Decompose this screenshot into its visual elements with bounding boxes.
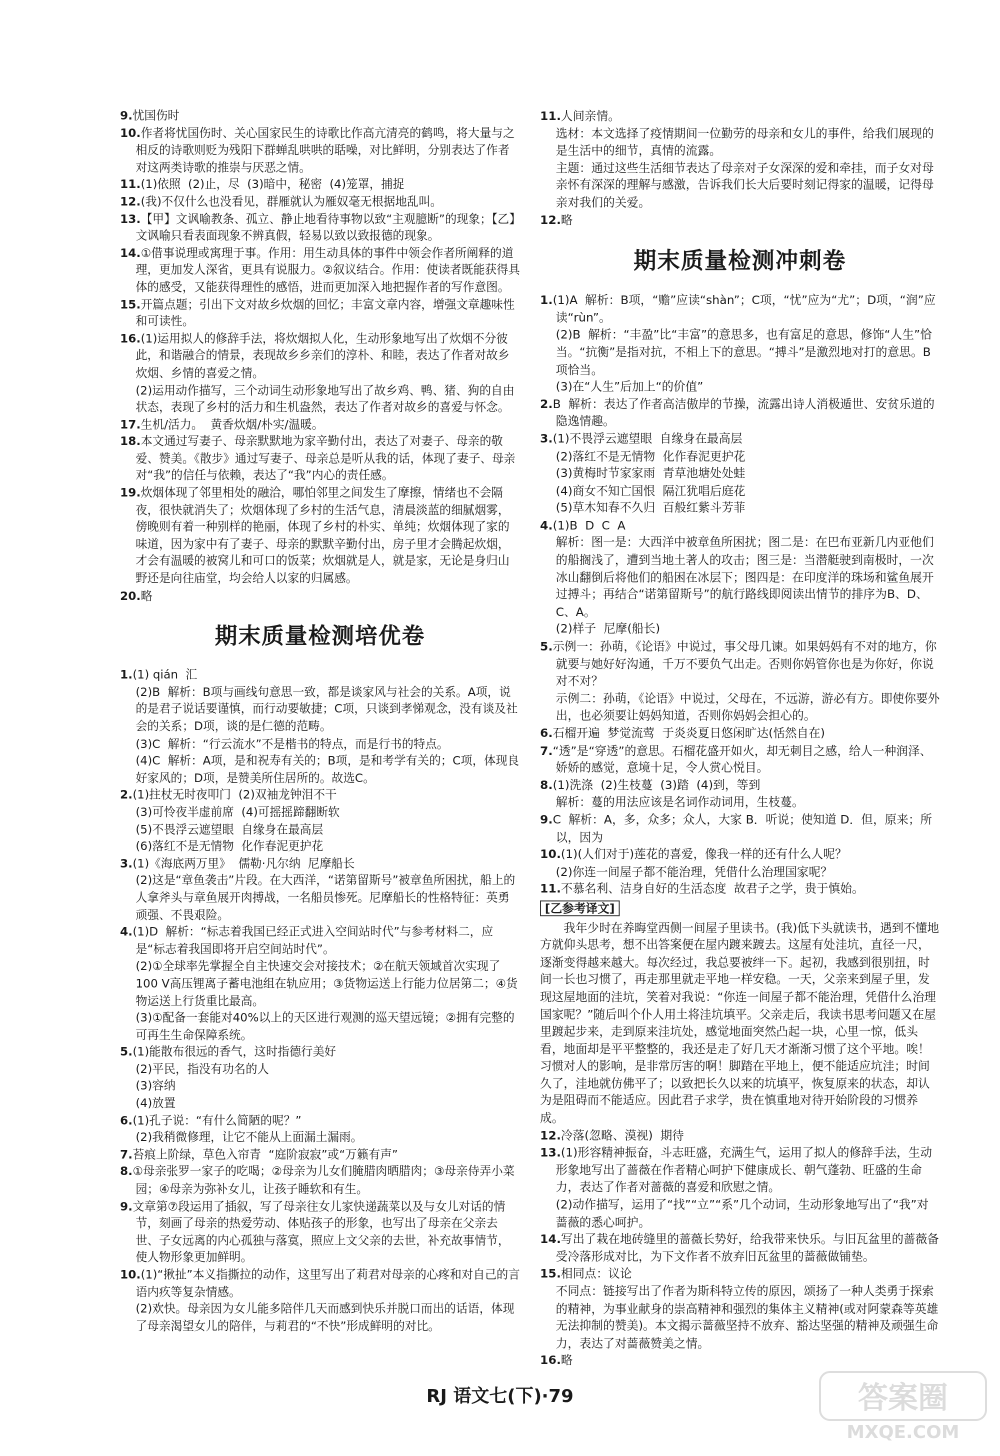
answer-subitem: (3)在“人生”后加上“的价值” — [555, 379, 704, 394]
answer-list — [120, 667, 520, 1335]
answer-number: 11. — [120, 177, 141, 192]
answer-number: 11. — [540, 108, 561, 123]
answer-item — [540, 1127, 940, 1144]
answer-number: 4. — [120, 925, 133, 939]
answer-text: 写出了栽在地砖缝里的蔷薇长势好，给我带来快乐。与旧瓦盆里的蔷薇备受冷落形成对比，为下文作者不放弃旧瓦盆里的蔷薇做铺垫。 — [555, 1232, 939, 1264]
answer-text: (1)(人们对于)莲花的喜爱，像我一样的还有什么人呢？ — [560, 847, 847, 862]
answer-subitem: 主题：通过这些生活细节表达了母亲对子女深深的爱和牵挂，而子女对母亲怀有深深的理解与感激，告诉我们长大后要时刻记得家的温暖，记得母亲对我们的关爱。 — [555, 160, 934, 210]
answer-number: 10. — [540, 847, 561, 862]
answer-subitem: 示例二：孙萌，《论语》中说过，父母在，不远游，游必有方。即使你要外出，也必须要让妈妈知道，否则你妈妈会担心的。 — [555, 691, 940, 723]
answer-subitem: (3)黄梅时节家家雨 青草池塘处处蛙 — [555, 466, 746, 481]
answer-number: 2. — [540, 397, 553, 411]
answer-number: 7. — [120, 1147, 133, 1162]
svg-text:答案圈: 答案圈 — [858, 1381, 948, 1416]
answer-item — [120, 211, 520, 245]
answer-number: 12. — [120, 194, 141, 209]
answer-item — [120, 125, 520, 176]
answer-text: (1)孔子说：“有什么简陋的呢？” — [132, 1113, 302, 1128]
answer-item — [120, 245, 520, 296]
answer-item — [120, 924, 520, 958]
answer-text: 略 — [560, 212, 573, 227]
answer-number: 10. — [120, 126, 141, 140]
answer-item — [120, 588, 520, 605]
answer-item — [120, 667, 520, 684]
answer-number: 13. — [540, 1145, 561, 1160]
answer-item — [540, 1145, 940, 1197]
answer-subitem: (3)容纳 — [135, 1079, 176, 1093]
answer-subitem: (3)①配备一套能对40%以上的天区进行观测的巡天望远镜；②拥有完整的可再生生命保障系统。 — [135, 1010, 515, 1042]
answer-text: (1)拄杖无时夜叩门 (2)双袖龙钟泪不干 — [132, 788, 337, 802]
answer-item — [120, 108, 520, 125]
answer-subitem: (2)我稍微修理，让它不能从上面漏土漏雨。 — [135, 1130, 363, 1145]
answer-number: 12. — [540, 1128, 561, 1143]
answer-subitem: 选材：本文选择了疫情期间一位勤劳的母亲和女儿的事件，给我们展现的是生活中的细节，真情的流露。 — [555, 126, 934, 158]
answer-text: 文章第⑦段运用了插叙，写了母亲往女儿家快递蔬菜以及与女儿对话的情节，刻画了母亲的热爱劳动、体贴孩子的形象，也写出了母亲在父亲去世、子女远离的内心孤独与落寞，照应上文父亲的去世，补充故事情节，使人物形象更加鲜明。 — [132, 1199, 510, 1265]
answer-number: 9. — [120, 108, 133, 123]
answer-subitem: (2)你连一间屋子都不能治理，凭借什么治理国家呢？ — [555, 864, 833, 879]
answer-item — [120, 787, 520, 804]
answer-item — [120, 194, 520, 211]
section-title-peiyou: 期末质量检测培优卷 — [214, 624, 426, 650]
svg-text:MXQE.COM: MXQE.COM — [846, 1422, 960, 1443]
answer-text: 本文通过写妻子、母亲默默地为家辛勤付出，表达了对妻子、母亲的敬爱、赞美。《散步》通过写妻子、母亲总是听从我的话，体现了妻子、母亲对“我”的信任与依赖，表达了“我”内心的责任感。 — [135, 434, 516, 483]
answer-text: 不慕名利、洁身自好的生活态度 故君子之学，贵于慎始。 — [560, 882, 864, 896]
answer-subitem: 不同点：链接写出了作者为斯科特立传的原因，颂扬了一种人类勇于探索的精神，为事业献身的崇高精神和强烈的集体主义精神(或对阿蒙森等英雄无法抑制的赞美)。本文揭示蔷薇坚持不放弃、豁达坚强的精神及顽强生命力，表达了对蔷薇赞美之情。 — [555, 1284, 939, 1351]
answer-subitem: (2)①全球率先掌握全自主快速交会对接技术；②在航天领域首次实现了100 V高压锂离子蓄电池组在轨应用；③货物运送上行能力位居第二；④货物运送上行货重比最高。 — [135, 959, 518, 1008]
answer-text: 石榴开遍 梦觉流莺 于炎炎夏日悠闲旷达(恬然自在) — [552, 726, 826, 740]
answer-item — [120, 1044, 520, 1061]
left-column — [120, 108, 520, 1335]
answer-number: 20. — [120, 588, 141, 603]
answer-number: 18. — [120, 434, 141, 449]
answer-item — [540, 1231, 940, 1266]
answer-number: 1. — [120, 668, 133, 682]
answer-subitem: (5)草木知春不久归 百般红紫斗芳菲 — [555, 501, 746, 515]
answer-subitem: (6)落红不是无情物 化作春泥更护花 — [135, 839, 324, 854]
answer-number: 12. — [540, 212, 561, 227]
answer-item — [540, 881, 940, 898]
answer-item — [540, 517, 940, 534]
answer-number: 9. — [540, 812, 553, 827]
answer-item — [540, 1266, 940, 1283]
answer-item — [120, 1267, 520, 1301]
answer-item — [120, 1147, 520, 1164]
reference-translation-title: [乙参考译文] — [540, 900, 940, 917]
section-title-chongci: 期末质量检测冲刺卷 — [633, 248, 847, 275]
answer-number: 7. — [540, 743, 553, 758]
answer-text: 人间亲情。 — [560, 108, 621, 123]
answer-item — [120, 856, 520, 873]
answer-item — [120, 416, 520, 433]
answer-list — [540, 108, 940, 229]
answer-text: (1)不畏浮云遮望眼 自缘身在最高层 — [552, 431, 743, 446]
answer-subitem: (5)不畏浮云遮望眼 自缘身在最高层 — [135, 822, 324, 836]
answer-text: “透”是“穿透”的意思。石榴花盛开如火，却无刺目之感，给人一种润泽、娇娇的感觉，意境十足，令人赏心悦目。 — [552, 743, 932, 775]
page-footer: RJ 语文七(下)·79 — [426, 1386, 574, 1407]
answer-item — [540, 292, 940, 327]
answer-number: 3. — [120, 856, 133, 871]
answer-item — [120, 434, 520, 485]
answer-text: 略 — [140, 588, 153, 603]
answer-number: 8. — [120, 1164, 133, 1179]
answer-subitem: (2)欢快。母亲因为女儿能多陪伴几天而感到快乐并脱口而出的话语，体现了母亲渴望女儿的陪伴，与莉君的“不快”形成鲜明的对比。 — [135, 1302, 515, 1333]
answer-item — [540, 725, 940, 742]
answer-text: (1)“揪扯”本义指撕拉的动作，这里写出了莉君对母亲的心疼和对自己的言语内疚等复杂情感。 — [135, 1267, 520, 1299]
answer-text: ①母亲张罗一家子的吃喝；②母亲为儿女们腌腊肉晒腊肉；③母亲侍弄小菜园；④母亲为弥补女儿，让孩子睡软和有生。 — [132, 1164, 515, 1196]
answer-number: 14. — [120, 246, 141, 260]
answer-text: 炊烟体现了邻里相处的融洽，哪怕邻里之间发生了摩擦，情绪也不会隔夜，很快就消失了；炊烟体现了乡村的生活气息，清晨淡蓝的细腻烟雾，傍晚则有着一种别样的艳丽，体现了乡村的朴实、单纯；炊烟体现了家的味道，因为家中有了妻子、母亲的默默辛勤付出，房子里才会腾起炊烟，才会有温暖的被窝儿和可口的饭菜；炊烟就是人，就是家，无论是身归山野还是向往庙堂，均会给人以家的归属感。 — [135, 485, 510, 586]
answer-subitem: 解析：蔓的用法应该是名词作动词用，生枝蔓。 — [555, 795, 804, 810]
answer-item — [540, 108, 940, 125]
answer-text: (1)洗涤 (2)生枝蔓 (3)踏 (4)到，等到 — [552, 778, 761, 792]
answer-text: (1)《海底两万里》 儒勒·凡尔纳 尼摩船长 — [132, 856, 355, 871]
answer-text: 作者将忧国伤时、关心国家民生的诗歌比作高亢清亮的鹤鸣，将大量与之相反的诗歌则贬为残阳下群蝉乱哄哄的聒噪，对比鲜明，分别表达了作者对这两类诗歌的推崇与厌恶之情。 — [135, 126, 515, 175]
answer-number: 4. — [540, 518, 553, 533]
answer-text: 忧国伤时 — [132, 108, 180, 123]
answer-text: 相同点：议论 — [560, 1267, 632, 1281]
answer-subitem: (2)样子 尼摩(船长) — [555, 622, 661, 637]
answer-item — [540, 743, 940, 778]
answer-subitem: (4)C 解析：A项，是和祝寿有关的；B项，是和考学有关的；C项，体现良好家风的；D项，是赞美所住居所的。故选C。 — [135, 753, 520, 785]
answer-subitem: (2)这是“章鱼袭击”片段。在大西洋，“诺第留斯号”被章鱼所困扰，船上的人拿斧头与章鱼展开肉搏战，一名船员惨死。尼摩船长的性格特征：英勇顽强、不畏艰险。 — [135, 873, 516, 922]
answer-number: 2. — [120, 788, 133, 802]
answer-text: (1)运用拟人的修辞手法，将炊烟拟人化，生动形象地写出了炊烟不分彼此，和谐融合的情景，表现故乡乡亲们的淳朴、和睦，表达了作者对故乡炊烟、乡情的喜爱之情。 — [135, 331, 510, 380]
answer-subitem: (2)平民，指没有功名的人 — [135, 1062, 269, 1076]
answer-text: 开篇点题；引出下文对故乡炊烟的回忆；丰富文章内容，增强文章趣味性和可读性。 — [135, 297, 515, 329]
answer-number: 11. — [540, 882, 561, 896]
answer-item — [120, 177, 520, 194]
answer-item — [120, 1113, 520, 1130]
answer-text: (1)依照 (2)止，尽 (3)暗中，秘密 (4)笼罩，捕捉 — [140, 177, 405, 192]
answer-subitem: 解析：图一是：大西洋中被章鱼所困扰；图二是：在巴布亚新几内亚他们的船搁浅了，遭到当地土著人的攻击；图三是：当潜艇驶到南极时，一次冰山翻倒后将他们的船困在冰层下；图四是：在印度洋的珠场和鲨鱼展开过搏斗；再结合“诺第留斯号”的航行路线即阅读出情节的排序为B、D、C、A。 — [555, 535, 934, 619]
answer-text: 生机/活力。 黄香炊烟/朴实/温暖。 — [140, 417, 324, 431]
answer-item — [540, 431, 940, 448]
answer-number: 17. — [120, 417, 141, 431]
answer-subitem: (3)C 解析：“行云流水”不是楷书的特点，而是行书的特点。 — [135, 736, 449, 751]
answer-number: 19. — [120, 485, 141, 500]
answer-subitem: (2)运用动作描写，三个动词生动形象地写出了故乡鸡、鸭、猪、狗的自由状态，表现了乡村的活力和生机盎然，表达了作者对故乡的喜爱与怀念。 — [135, 383, 515, 414]
answer-text: (1)B D C A — [552, 518, 626, 533]
answer-number: 9. — [120, 1199, 133, 1213]
answer-number: 15. — [120, 297, 141, 312]
answer-number: 5. — [120, 1045, 133, 1059]
answer-number: 14. — [540, 1232, 561, 1247]
answer-text: 【甲】文讽喻教条、孤立、静止地看待事物以致“主观臆断”的现象；【乙】文讽喻只看表面现象不辨真假，轻易以致以致报德的现象。 — [135, 211, 516, 243]
answer-number: 3. — [540, 431, 553, 446]
answer-text: (1)形容精神振奋，斗志旺盛，充满生气，运用了拟人的修辞手法，生动形象地写出了蔷薇在作者精心呵护下健康成长、朝气蓬勃、旺盛的生命力，表达了作者对蔷薇的喜爱和欣慰之情。 — [555, 1145, 933, 1195]
answer-list — [540, 292, 940, 898]
answer-subitem: (4)商女不知亡国恨 隔江犹唱后庭花 — [555, 483, 746, 498]
answer-subitem: (2)落红不是无情物 化作春泥更护花 — [555, 449, 746, 463]
watermark-logo — [818, 1370, 988, 1444]
answer-item — [540, 846, 940, 863]
answer-item — [120, 1164, 520, 1198]
answer-number: 1. — [540, 293, 553, 308]
answer-text: B 解析：表达了作者高洁傲岸的节操，流露出诗人消极遁世、安贫乐道的隐逸情趣。 — [552, 397, 935, 429]
answer-item — [540, 212, 940, 229]
answer-item — [120, 1198, 520, 1267]
answer-text: 略 — [560, 1353, 573, 1368]
answer-subitem: (4)放置 — [135, 1096, 176, 1111]
answer-item — [540, 396, 940, 431]
answer-number: 13. — [120, 211, 141, 226]
answer-text: ①借事说理或寓理于事。作用：用生动具体的事件中领会作者所阐释的道理，更加发人深省，更具有说服力。②叙议结合。作用：使读者既能获得具体的感受，又能获得理性的感悟，进而更加深入地把握作者的写作意图。 — [135, 246, 520, 294]
answer-item — [540, 777, 940, 794]
answer-text: C 解析：A，多，众多；众人，大家 B．听说；使知道 D．但，原来；所以，因为 — [552, 812, 933, 844]
answer-subitem: (2)B 解析：“丰盈”比“丰富”的意思多，也有富足的意思，修饰“人生”恰当。“抗衡”是指对抗，不相上下的意思。“搏斗”是激烈地对打的意思。B项恰当。 — [555, 327, 932, 377]
answer-number: 8. — [540, 778, 553, 792]
right-column — [540, 108, 940, 1370]
answer-text: (1)D 解析：“标志着我国已经正式进入空间站时代”与参考材料二，应是“标志着我国即将开启空间站时代”。 — [132, 925, 494, 956]
answer-item — [120, 331, 520, 382]
answer-item — [540, 812, 940, 847]
answer-list — [120, 108, 520, 605]
answer-subitem: (3)可怜夜半虚前席 (4)可摇摇蹄翻断软 — [135, 805, 340, 819]
answer-number: 10. — [120, 1267, 141, 1282]
answer-subitem: (2)动作描写，运用了“找”“立”“系”几个动词，生动形象地写出了“我”对蔷薇的悉心呵护。 — [555, 1197, 929, 1229]
answer-text: 苔痕上阶绿，草色入帘青 “庭阶寂寂”或“万籁有声” — [132, 1147, 398, 1162]
answer-subitem: (2)B 解析：B项与画线句意思一致，都是谈家风与社会的关系。A项，说的是君子说话要谨慎，而行动要敏捷；C项，只谈到孝悌观念，没有谈及社会的关系；D项，谈的是仁德的范畴。 — [135, 685, 518, 734]
answer-list — [540, 1127, 940, 1369]
answer-number: 5. — [540, 639, 553, 654]
answer-text: 冷落(忽略、漠视) 期待 — [560, 1128, 684, 1143]
answer-text: (1)A 解析：B项，“赡”应读“shàn”；C项，“忧”应为“尤”；D项，“润”应读“rùn”。 — [552, 293, 936, 325]
answer-item — [540, 1353, 940, 1370]
answer-item — [120, 485, 520, 588]
answer-text: 示例一：孙萌，《论语》中说过，事父母几谏。如果妈妈有不对的地方，你就要与她好好沟通，千万不要负气出走。否则你妈管你也是为你好，你说对不对？ — [552, 639, 937, 689]
answer-number: 16. — [120, 331, 141, 346]
answer-number: 6. — [540, 726, 553, 740]
answer-item — [120, 296, 520, 330]
answer-text: (我)不仅什么也没看见，群雁就认为雁奴毫无根据地乱叫。 — [140, 194, 442, 209]
answer-number: 15. — [540, 1267, 561, 1281]
answer-text: (1)能散布很远的香气，这时指德行美好 — [132, 1045, 337, 1059]
answer-number: 6. — [120, 1113, 133, 1128]
answer-number: 16. — [540, 1353, 561, 1368]
answer-text: (1) qián 汇 — [132, 668, 198, 682]
answer-item — [540, 639, 940, 691]
reference-translation-text: 我年少时在养晦堂西侧一间屋子里读书。(我)低下头就读书，遇到不懂地方就仰头思考，想不出答案便在屋内踱来踱去。这屋有处洼坑，直径一尺，逐渐变得越来越大。每次经过，我总要被绊一下。起初，我感到很别扭，时间一长也习惯了，再走那里就走平地一样安稳。一天，父亲来到屋子里，发现这屋地面的洼坑，笑着对我说：“你连一间屋子都不能治理，凭借什么治理国家呢？”随后叫个仆人用土将洼坑填平。父亲走后，我读书思考问题又在屋里踱起步来，走到原来洼坑处，感觉地面突然凸起一块，心里一惊，低头看，地面却是平平整整的，我还是走了好几天才渐渐习惯了这个平地。唉！习惯对人的影响，是非常厉害的啊！脚踏在平地上，便不能适应坑洼；时间久了，洼地就仿佛平了；以致把长久以来的坑填平，恢复原来的状态，却认为是阻碍而不能适应。因此君子求学，贵在慎重地对待开始阶段的习惯养成。 — [540, 920, 940, 1125]
